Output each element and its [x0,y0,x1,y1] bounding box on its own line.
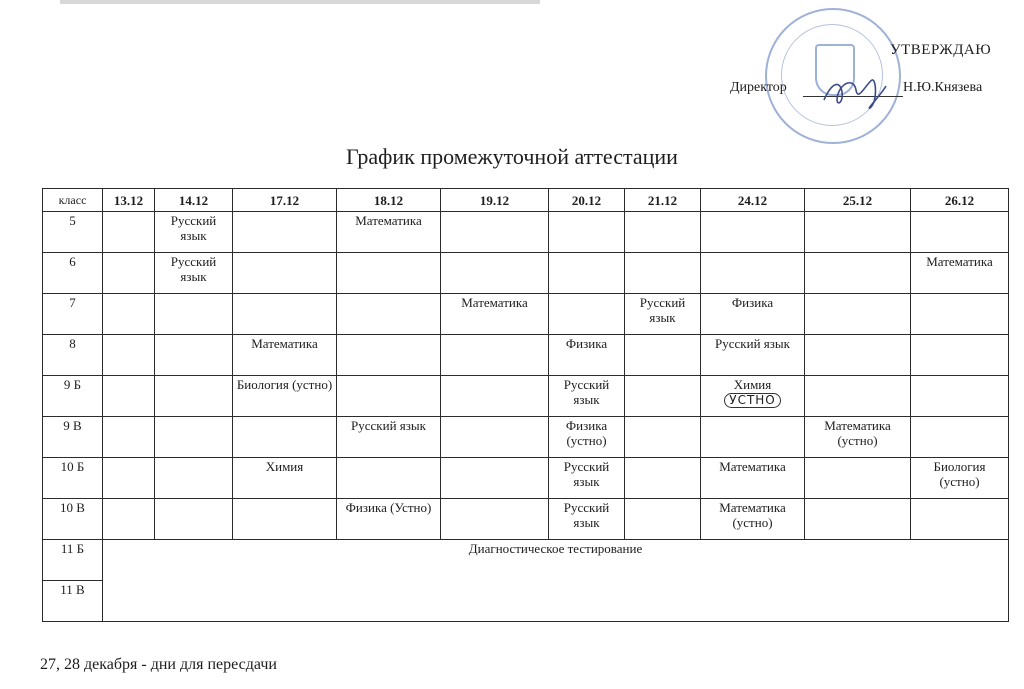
exam-cell: Математика [233,335,337,376]
date-header: 25.12 [805,189,911,212]
exam-cell [625,458,701,499]
class-header: класс [43,189,103,212]
top-edge-line [60,0,540,4]
exam-cell [625,212,701,253]
exam-cell [103,294,155,335]
exam-cell [103,212,155,253]
class-cell: 7 [43,294,103,335]
exam-cell [155,335,233,376]
exam-cell [441,335,549,376]
exam-cell [155,499,233,540]
exam-cell [805,499,911,540]
class-cell: 8 [43,335,103,376]
class-cell: 10 Б [43,458,103,499]
table-row [43,376,1009,417]
exam-cell [233,499,337,540]
exam-cell [155,376,233,417]
exam-cell [441,499,549,540]
exam-cell [103,499,155,540]
exam-cell [911,294,1009,335]
exam-cell [155,417,233,458]
exam-cell [805,376,911,417]
exam-cell [103,335,155,376]
date-header: 20.12 [549,189,625,212]
exam-cell: Физика [549,335,625,376]
handwritten-oral-note: УСТНО [724,393,781,408]
exam-cell-text: Химия [733,377,772,392]
class-cell: 9 В [43,417,103,458]
document-title: График промежуточной аттестации [346,144,678,169]
exam-cell [625,499,701,540]
director-name: Н.Ю.Князева [903,80,983,95]
exam-cell [549,253,625,294]
exam-cell: Математика [911,253,1009,294]
exam-cell [441,376,549,417]
date-header: 17.12 [233,189,337,212]
table-row [43,540,1009,581]
class-cell: 10 В [43,499,103,540]
exam-cell: Биология (устно) [233,376,337,417]
exam-cell [103,458,155,499]
table-row [43,335,1009,376]
class-cell: 11 В [43,581,103,622]
date-header: 26.12 [911,189,1009,212]
exam-cell: Математика [441,294,549,335]
exam-cell: Русский язык [337,417,441,458]
exam-cell [911,212,1009,253]
schedule-table [42,188,1009,622]
exam-cell: Русский язык [625,294,701,335]
exam-cell [805,335,911,376]
exam-cell: Русский язык [549,458,625,499]
exam-cell [233,212,337,253]
exam-cell [701,417,805,458]
date-header: 13.12 [103,189,155,212]
exam-cell [441,417,549,458]
exam-cell: Русский язык [155,212,233,253]
exam-cell [805,294,911,335]
director-label: Директор [730,80,787,95]
exam-cell: Русский язык [155,253,233,294]
class-cell: 9 Б [43,376,103,417]
exam-cell [337,253,441,294]
table-row [43,294,1009,335]
exam-cell [337,376,441,417]
exam-cell: Химия [233,458,337,499]
exam-cell [549,294,625,335]
exam-cell: Математика (устно) [805,417,911,458]
exam-cell [337,335,441,376]
exam-cell [625,253,701,294]
merged-diagnostic-cell: Диагностическое тестирование [103,540,1009,622]
table-row [43,417,1009,458]
date-header: 19.12 [441,189,549,212]
date-header: 14.12 [155,189,233,212]
exam-cell [233,417,337,458]
header-row [43,189,1009,212]
director-signature [820,72,890,112]
exam-cell: Математика (устно) [701,499,805,540]
exam-cell [233,294,337,335]
exam-cell: Русский язык [549,499,625,540]
exam-cell [549,212,625,253]
exam-cell [625,376,701,417]
exam-cell [337,294,441,335]
exam-cell: Физика [701,294,805,335]
exam-cell: Математика [337,212,441,253]
exam-cell [625,417,701,458]
exam-cell [441,253,549,294]
table-row [43,212,1009,253]
date-header: 24.12 [701,189,805,212]
exam-cell [701,212,805,253]
exam-cell [805,253,911,294]
class-cell: 6 [43,253,103,294]
exam-cell: Математика [701,458,805,499]
exam-cell [701,376,805,417]
class-cell: 11 Б [43,540,103,581]
exam-cell [805,458,911,499]
class-cell: 5 [43,212,103,253]
table-row [43,253,1009,294]
retake-note: 27, 28 декабря - дни для пересдачи [40,656,277,673]
exam-cell: Биология (устно) [911,458,1009,499]
table-row [43,499,1009,540]
exam-cell [103,253,155,294]
exam-cell [911,335,1009,376]
exam-cell [233,253,337,294]
exam-cell [103,376,155,417]
exam-cell [911,417,1009,458]
exam-cell: Физика (устно) [549,417,625,458]
exam-cell [805,212,911,253]
table-row [43,458,1009,499]
exam-cell [337,458,441,499]
exam-cell [103,417,155,458]
exam-cell [155,294,233,335]
exam-cell [701,253,805,294]
exam-cell [441,212,549,253]
exam-cell: Русский язык [701,335,805,376]
exam-cell [625,335,701,376]
exam-cell [155,458,233,499]
exam-cell [441,458,549,499]
approval-title: УТВЕРЖДАЮ [890,42,992,58]
exam-cell: Русский язык [549,376,625,417]
exam-cell: Физика (Устно) [337,499,441,540]
date-header: 18.12 [337,189,441,212]
date-header: 21.12 [625,189,701,212]
exam-cell [911,376,1009,417]
exam-cell [911,499,1009,540]
